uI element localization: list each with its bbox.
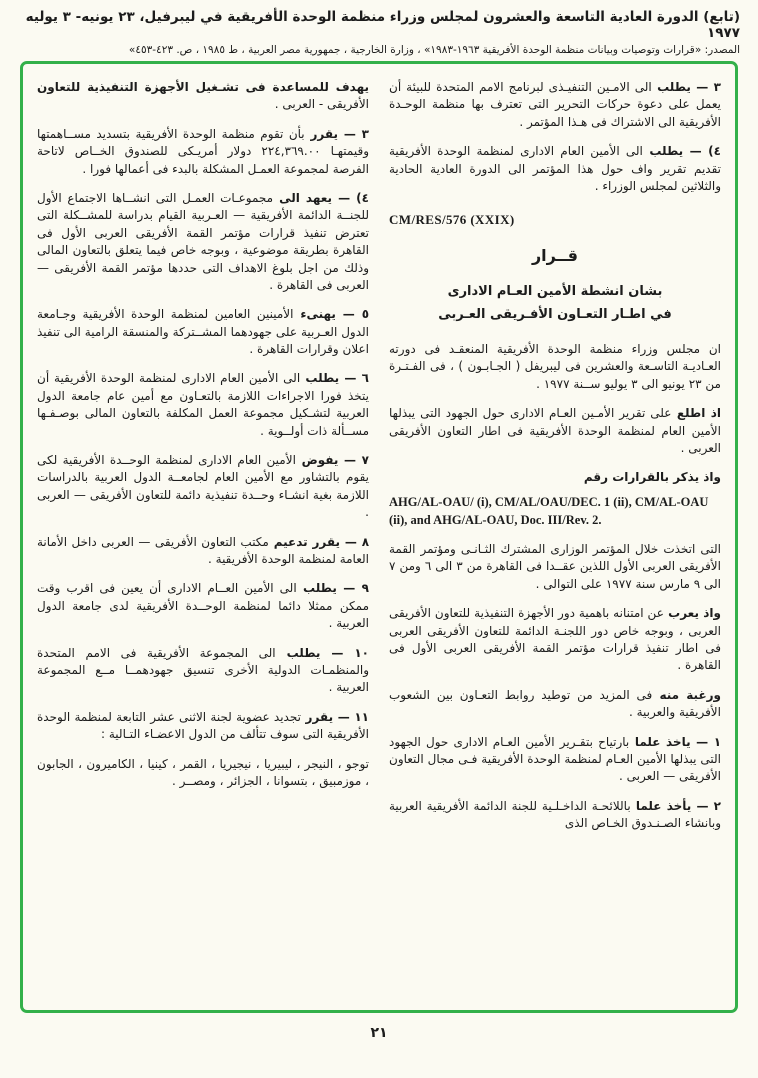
para-block	[37, 126, 369, 178]
paragraph-lead: ٣ — يطلب	[651, 80, 721, 94]
paragraph-lead: ٩ — يطلب	[296, 581, 369, 596]
paragraph-text: AHG/AL-OAU/ (i), CM/AL/OAU/DEC. 1 (ii), CM/AL-OAU (ii), and AHG/AL-OAU, Doc. III/Rev. 2.	[389, 494, 709, 527]
paragraph-lead: ٤) — يطلب	[642, 144, 721, 159]
para-block	[389, 798, 721, 833]
paragraph-lead: ٧ — يفوض	[295, 453, 369, 468]
paragraph-text: باللائحـة الداخـلـية للجنة الدائمة الأفريقية العربية وبانشاء الصـنـدوق الخـاص الذى	[389, 798, 721, 831]
para-block	[37, 756, 369, 791]
paragraph-text: في اطـار التعـاون الأفـريقى العـربى	[438, 307, 672, 323]
subheading-block	[389, 306, 721, 325]
para-block	[389, 341, 721, 393]
paragraph-text: التى اتخذت خلال المؤتمر الوزارى المشترك الثـانـى ومؤتمر القمة الأفريقى العربى الأول اللذين عقــدا فى القاهرة من ٣ الى ٦ ومن ٧ الى ٩ مارس سنة ١٩٧٧ على التوالى .	[389, 542, 721, 591]
page-header	[18, 9, 740, 56]
column-right	[389, 79, 721, 1002]
paragraph-lead: ٨ — يقرر تدعيم	[268, 534, 370, 549]
para-block	[389, 405, 721, 457]
para-block	[37, 306, 369, 358]
paragraph-lead: اذ اطلع	[671, 406, 722, 421]
paragraph-lead: ٤) — يعهد الى	[273, 190, 369, 205]
paragraph-lead: يهدف للمساعدة فى تشـغيل الأجهزة التنفيذية للتعاون	[37, 80, 369, 94]
latin-block	[389, 493, 721, 529]
paragraph-text: الأمين العام الادارى لمنظمة الوحــدة الأفريقية لكى يقوم بالتشاور مع الأمين العام لجامعــة الدول العربية بالدراسات اللازمة بغية انشـاء وحــدة تنفيذية دائمة للتعاون الأفريقى — العربى .	[37, 453, 369, 520]
para-block	[389, 541, 721, 593]
page-number: ٢١	[370, 1025, 388, 1041]
paragraph-lead: ٢ — يأخذ علما	[630, 798, 721, 813]
paragraph-lead: ورغبة منه	[652, 687, 722, 702]
para-block	[389, 687, 721, 722]
paragraph-text: CM/RES/576 (XXIX)	[389, 212, 515, 228]
para-block	[389, 143, 721, 195]
paragraph-text: الأفريقى - العربى .	[274, 97, 369, 112]
paragraph-text: توجو ، النيجر ، ليبيريا ، نيجيريا ، القمر ، كينيا ، الكاميرون ، الجابون ، موزمبيق ، بتسوانا ، الجزائر ، ومصــر .	[37, 756, 369, 788]
ref-block	[389, 211, 721, 230]
header-source-line: المصدر: «قرارات وتوصيات وبيانات منظمة الوحدة الأفريقية ١٩٦٣-١٩٨٣» ، وزارة الخارجية ، جمهورية مصر العربية ، ط ١٩٨٥ ، ص. ٤٢٣-٤٥٣»	[128, 44, 740, 56]
paragraph-lead: ١٠ — يطلب	[275, 645, 369, 660]
paragraph-text: الى الأمين العــام الادارى أن يعين فى اقرب وقت ممكن ممثلا دائما لمنظمة الوحــدة الأفريقية لدى جامعة الدول العربية .	[37, 581, 369, 631]
paragraph-lead: ١١ — يقرر	[300, 709, 369, 724]
paragraph-text: الى المجموعة الأفريقية فى الامم المتحدة والمنظمـات الدولية الأخرى تنسيق جهودهمــا مــع المجموعة العربية .	[37, 645, 369, 695]
paragraph-lead: ٥ — يهنىء	[293, 307, 370, 322]
paragraph-lead: ١ — ياخذ علما	[629, 734, 722, 749]
paragraph-text: فى المزيد من توطيد روابط التعـاون بين الشعوب الأفريقية والعربية .	[389, 687, 721, 720]
paragraph-lead: واذ يعرب	[663, 606, 722, 621]
paragraph-text: مجموعـات العمـل التى انشــاها الاجتماع الأول للجنــة الدائمة الأفريقية — العـربية القيام بدراسة للمشــكلة التى تعترض تنفيذ قرارات مؤتمر القمة الأفريقى العربى الأول فى القاهرة بطريقة موضوعية ، وبوجه خاص فيما يتعلق بالتعاون المالى وذلك من اجل بلوغ الاهداف التى حددها مؤتمر القمة الأفريقى — العربى فى القاهرة .	[37, 190, 369, 292]
paragraph-text: الى الأمين العام الادارى لمنظمة الوحدة الأفريقية أن يتخذ فورا الاجراءات اللازمة بالتعـاون مع أمين عام جامعة الدول العربية لتشـكيل مجموعة العمل المكلفة بالتعاون المالى بوصـفـها مســألة ذات أولــوية .	[37, 371, 369, 438]
heading-block	[389, 244, 721, 267]
para-block	[37, 580, 369, 632]
paragraph-text: تجديد عضوية لجنة الاثنى عشر التابعة لمنظمة الوحدة الأفريقية التى سوف تتألف من الدول الاعضـاء التـالية :	[37, 709, 369, 742]
para-block	[389, 605, 721, 675]
para-block	[389, 469, 721, 486]
subheading-block	[389, 283, 721, 302]
paragraph-text: الى الأمين العام الادارى لمنظمة الوحدة الأفريقية تقديم تقرير واف حول هذا المؤتمر الى الدورة العادية الحادية والثلاثين لمجلس الوزراء .	[389, 144, 721, 193]
paragraph-text: الى الامـين التنفيـذى لبرنامج الامم المتحدة للبيئة أن يعمل على دعوة حركات التحرير التى تعترف بها منظمة الوحـدة الأفريقية الى الاشتراك فى هـذا المؤتمر .	[389, 80, 721, 129]
paragraph-text: ان مجلس وزراء منظمة الوحدة الأفريقية المنعقـد فى دورته العـاديـة التاسـعة والعشرين فى ليبريفل ( الجـابـون ) ، فى الفـتـرة من ٢٣ يونيو الى ٣ يوليو ســنة ١٩٧٧ .	[389, 342, 721, 391]
column-left	[37, 79, 369, 1002]
paragraph-text: قــرار	[531, 246, 579, 266]
para-block	[37, 709, 369, 744]
para-block	[37, 190, 369, 294]
paragraph-text: بأن تقوم منظمة الوحدة الأفريقية بتسديد مســاهمتها وقيمتهـا ٢٢٤,٣٦٩.٠٠ دولار أمريـكى للصندوق الخــاص لاتاحة الفرصة لمجموعة العمـل المشكلة بالبدء فى أعمالها فورا .	[37, 126, 369, 176]
para-block	[37, 645, 369, 697]
content-frame	[20, 61, 738, 1013]
two-column-layout	[37, 79, 721, 1002]
para-block	[37, 370, 369, 440]
paragraph-text: مكتب التعاون الأفريقى — العربى داخل الأمانة العامة لمنظمة الوحدة الأفريقية .	[37, 534, 369, 566]
paragraph-text: على تقرير الأمـين العـام الادارى حول الجهود التى يبذلها الأمين العام لمنظمة الوحدة الأفريقية فى اطار التعاون الأفريقى العربى .	[389, 406, 721, 456]
paragraph-text: بشان انشطة الأمين العـام الادارى	[447, 284, 663, 300]
paragraph-text: بارتياح بتقـرير الأمين العـام الادارى حول الجهود التى يبذلها الأمين العـام لمنظمة الوحدة الأفريقية فـى مجال التعاون الأفريقى — العربى .	[389, 734, 721, 784]
paragraph-text: الأمينين العامين لمنظمة الوحدة الأفريقية وجـامعة الدول العـربية على جهودهما المشــتركة والمنسقة الرامية الى تنفيذ اعلان وقرارات القاهرة .	[37, 307, 369, 357]
paragraph-lead: واذ يذكر بالقرارات رقم	[583, 470, 721, 485]
para-block	[389, 734, 721, 786]
paragraph-lead: ٦ — يطلب	[300, 371, 369, 386]
para-block	[37, 79, 369, 114]
para-block	[37, 534, 369, 569]
paragraph-text: عن امتنانه باهمية دور الأجهزة التنفيذية للتعاون الأفريقى العربى ، وبوجه خاص دور اللجنـة الدائمة للتعاون الأفريقى العربى فى اطار تنفيذ قرارات مؤتمر القمة الأفريقى العربى الأول فى القاهرة .	[389, 606, 721, 673]
para-block	[37, 452, 369, 522]
para-block	[389, 79, 721, 131]
paragraph-lead: ٣ — يقرر	[304, 126, 369, 141]
header-session-title: (تابع) الدورة العادية التاسعة والعشرون لمجلس وزراء منظمة الوحدة الأفريقية في ليبرفيل، ٢٣ يونيه- ٣ يوليه ١٩٧٧	[25, 9, 740, 41]
